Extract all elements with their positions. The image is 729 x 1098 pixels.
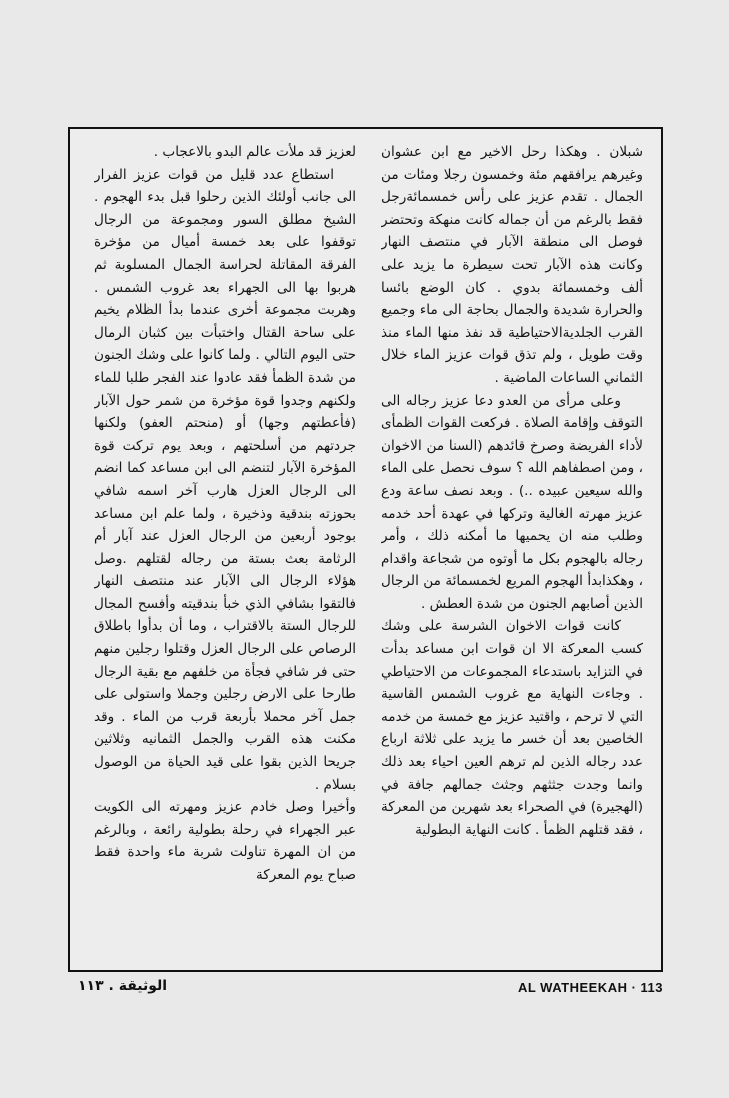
paragraph: شبلان . وهكذا رحل الاخير مع ابن عشوان وغيرهم يرافقهم مئة وخمسون رجلا ومئات من الجمال . تقدم عزيز على رأس خمسمائةرجل فقط بالرغم من أن جماله كانت منهكة وتحتضر فوصل الى منطقة الآبار في منتصف النهار وكانت هذه الآبار تحت سيطرة ما يزيد على ألف وخمسمائة بدوي . كان الوضع بائسا والحرارة شديدة والجمال بحاجة الى ماء وجميع القرب الجلديةالاحتياطية قد نفذ منها الماء منذ وقت طويل ، ولم تذق قوات عزيز الماء خلال الثماني الساعات الماضية .: [381, 144, 643, 386]
article-frame: [68, 127, 663, 972]
paragraph: استطاع عدد قليل من قوات عزيز الفرار الى جانب أولئك الذين رحلوا قبل بدء الهجوم . الشيخ مطلق السور ومجموعة من الرجال توقفوا على بعد خمسة أميال من مؤخرة الفرقة المقاتلة لحراسة الجمال المسلوبة ثم هربوا بها الى الجهراء بعد غروب الشمس . وهربت مجموعة أخرى عندما بدأ الظلام يخيم على ساحة القتال واختبأت بين كثبان الرمال حتى اليوم التالي . ولما كانوا على وشك الجنون من شدة الظمأ فقد عادوا عند الفجر طلبا للماء ولكنهم وجدوا قوة مؤخرة من شمر حول الآبار (فأعطتهم وجها) أو (منحتم العفو) ولكنها جردتهم من أسلحتهم ، وبعد يوم تركت قوة المؤخرة الآبار لتنضم الى ابن مساعد كما انضم الى الرجال العزل هارب آخر اسمه شافي بحوزته بندقية وذخيرة ، ولما علم ابن مساعد بوجود أربعين من الرجال العزل عند آبار أم الرثامة بعث بستة من رجاله لقتلهم .وصل هؤلاء الرجال الى الآبار عند منتصف النهار فالتقوا بشافي الذي خبأ بندقيته وأفسح المجال للرجال الستة بالاقتراب ، وما أن بدأوا باطلاق الرصاص على الرجال العزل وقتلوا رجلين منهم حتى فر شافي فجأة من خلفهم مع بقية الرجال طارحا على الارض رجلين وجملا واستولى على جمل آخر محملا بأربعة قرب من الماء . وقد مكنت هذه القرب والجمل الثمانيه وثلاثين جريحا الذين بقوا على قيد الحياة من الوصول بسلام .: [94, 166, 356, 793]
paragraph: وعلى مرأى من العدو دعا عزيز رجاله الى التوقف وإقامة الصلاة . فركعت القوات الظمأى لأداء الفريضة وصرخ قائدهم (السنا من الاخوان ، ومن اصطفاهم الله ؟ سوف نحصل على الماء والله سيعين عبيده ..) . وبعد نصف ساعة ودع عزيز مهرته الغالية وتركها في عهدة أحد خدمه وطلب منه ان يحميها ما أمكنه ذلك ، وأمر رجاله بالهجوم بكل ما أوتوه من شجاعة واقدام ، وهكذابدأ الهجوم المريع لخمسمائة من الرجال الذين أصابهم الجنون من شدة العطش .: [381, 392, 643, 612]
paragraph: لعزيز قد ملأت عالم البدو بالاعجاب .: [153, 144, 356, 160]
footer-arabic-page-number: الوثيقة . ١١٣: [78, 978, 168, 994]
paragraph: وأخيرا وصل خادم عزيز ومهرته الى الكويت عبر الجهراء في رحلة بطولية رائعة ، وبالرغم من ان المهرة تناولت شربة ماء واحدة فقط صباح يوم المعركة: [94, 799, 356, 883]
page-footer: [68, 978, 663, 1000]
article-column-right: [381, 141, 643, 953]
paragraph: كانت قوات الاخوان الشرسة على وشك كسب المعركة الا ان قوات ابن مساعد بدأت في التزايد باستدعاء المجموعات من الاحتياطي . وجاءت النهاية مع غروب الشمس القاسية التي لا ترحم ، واقتيد عزيز مع خمسة من خدمه الخاصين بعد أن خسر ما يزيد على ثلاثة ارباع عدد رجاله الذين لم ترهم العين احياء بعد ذلك وانما وجدت جثثهم وجثث جمالهم جافة في (الهجيرة) في الصحراء بعد شهرين من المعركة ، فقد قتلهم الظمأ . كانت النهاية البطولية: [381, 618, 643, 838]
article-column-left: [94, 141, 356, 953]
footer-english-page-number: AL WATHEEKAH · 113: [517, 980, 663, 995]
